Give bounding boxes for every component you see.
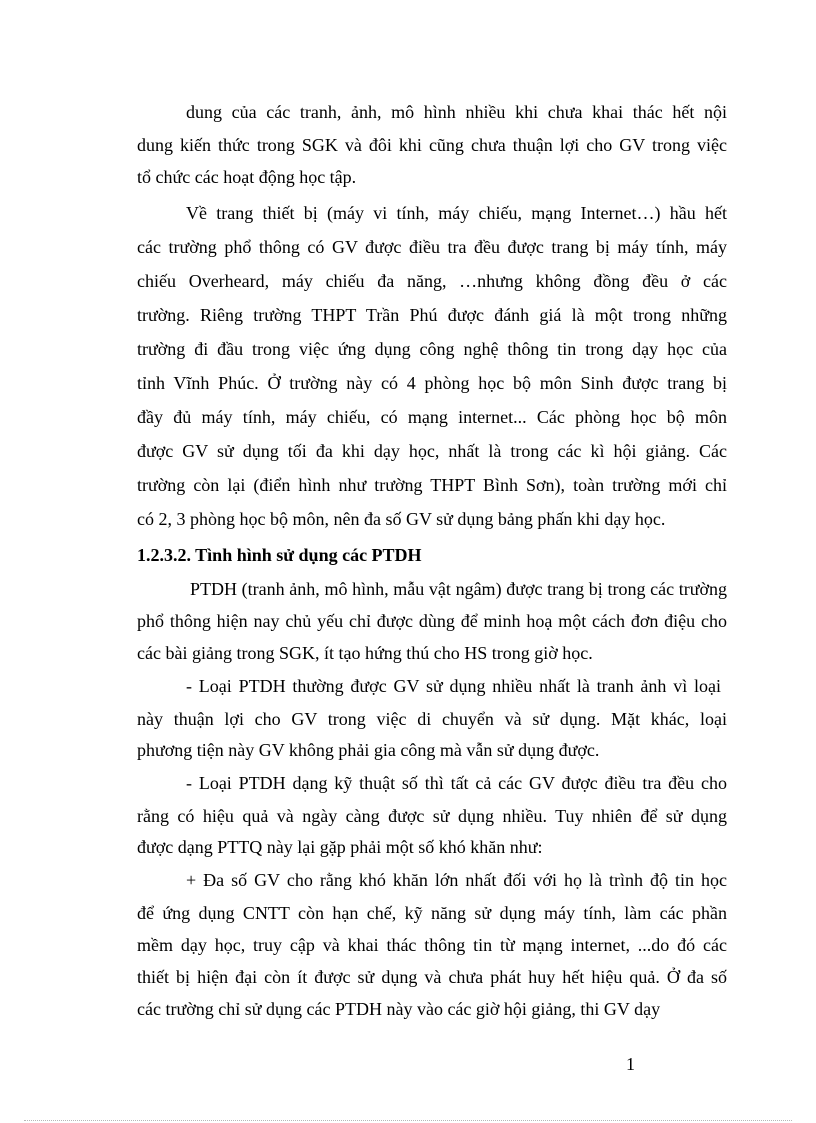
paragraph-2-line-3: chiếu Overheard, máy chiếu đa năng, …nhưng không đồng đều ở các	[137, 271, 727, 291]
paragraph-6-line-3: mềm dạy học, truy cập và khai thác thông tin từ mạng internet, ...do đó các	[137, 935, 727, 955]
paragraph-6-line-5: các trường chỉ sử dụng các PTDH này vào các giờ hội giảng, thi GV dạy	[137, 999, 661, 1019]
paragraph-1-line-2: dung kiến thức trong SGK và đôi khi cũng chưa thuận lợi cho GV trong việc	[137, 135, 727, 155]
paragraph-2-line-6: tỉnh Vĩnh Phúc. Ở trường này có 4 phòng học bộ môn Sinh được trang bị	[137, 373, 727, 393]
paragraph-2-line-8: được GV sử dụng tối đa khi dạy học, nhất là trong các kì hội giảng. Các	[137, 441, 727, 461]
paragraph-1-line-1: dung của các tranh, ảnh, mô hình nhiều khi chưa khai thác hết nội	[186, 102, 727, 122]
paragraph-5-line-2: rằng có hiệu quả và ngày càng được sử dụng nhiều. Tuy nhiên để sử dụng	[137, 806, 727, 826]
page-number: 1	[626, 1054, 635, 1074]
paragraph-5-line-1: - Loại PTDH dạng kỹ thuật số thì tất cả các GV được điều tra đều cho	[186, 773, 727, 793]
paragraph-4-line-1: - Loại PTDH thường được GV sử dụng nhiều nhất là tranh ảnh vì loại	[186, 676, 721, 696]
section-heading: 1.2.3.2. Tình hình sử dụng các PTDH	[137, 545, 422, 565]
paragraph-2-line-2: các trường phổ thông có GV được điều tra đều được trang bị máy tính, máy	[137, 237, 727, 257]
paragraph-4-line-3: phương tiện này GV không phải gia công mà vẫn sử dụng được.	[137, 740, 600, 760]
paragraph-2-line-4: trường. Riêng trường THPT Trần Phú được đánh giá là một trong những	[137, 305, 727, 325]
paragraph-2-line-7: đầy đủ máy tính, máy chiếu, có mạng internet... Các phòng học bộ môn	[137, 407, 727, 427]
paragraph-3-line-2: phổ thông hiện nay chủ yếu chỉ được dùng để minh hoạ một cách đơn điệu cho	[137, 611, 727, 631]
paragraph-6-line-1: + Đa số GV cho rằng khó khăn lớn nhất đối với họ là trình độ tin học	[186, 870, 727, 890]
paragraph-2-line-10: có 2, 3 phòng học bộ môn, nên đa số GV sử dụng bảng phấn khi dạy học.	[137, 509, 666, 529]
paragraph-6-line-4: thiết bị hiện đại còn ít được sử dụng và chưa phát huy hết hiệu quả. Ở đa số	[137, 967, 727, 987]
paragraph-6-line-2: để ứng dụng CNTT còn hạn chế, kỹ năng sử dụng máy tính, làm các phần	[137, 903, 727, 923]
paragraph-5-line-3: được dạng PTTQ này lại gặp phải một số khó khăn như:	[137, 837, 543, 857]
paragraph-1-line-3: tổ chức các hoạt động học tập.	[137, 167, 357, 187]
paragraph-3-line-3: các bài giảng trong SGK, ít tạo hứng thú cho HS trong giờ học.	[137, 643, 593, 663]
paragraph-2-line-5: trường đi đầu trong việc ứng dụng công nghệ thông tin trong dạy học của	[137, 339, 727, 359]
page-bottom-divider	[24, 1120, 792, 1121]
paragraph-4-line-2: này thuận lợi cho GV trong việc di chuyển và sử dụng. Mặt khác, loại	[137, 709, 727, 729]
paragraph-2-line-1: Về trang thiết bị (máy vi tính, máy chiếu, mạng Internet…) hầu hết	[186, 203, 727, 223]
paragraph-2-line-9: trường còn lại (điển hình như trường THPT Bình Sơn), toàn trường mới chỉ	[137, 475, 727, 495]
paragraph-3-line-1: PTDH (tranh ảnh, mô hình, mẫu vật ngâm) được trang bị trong các trường	[190, 579, 727, 599]
